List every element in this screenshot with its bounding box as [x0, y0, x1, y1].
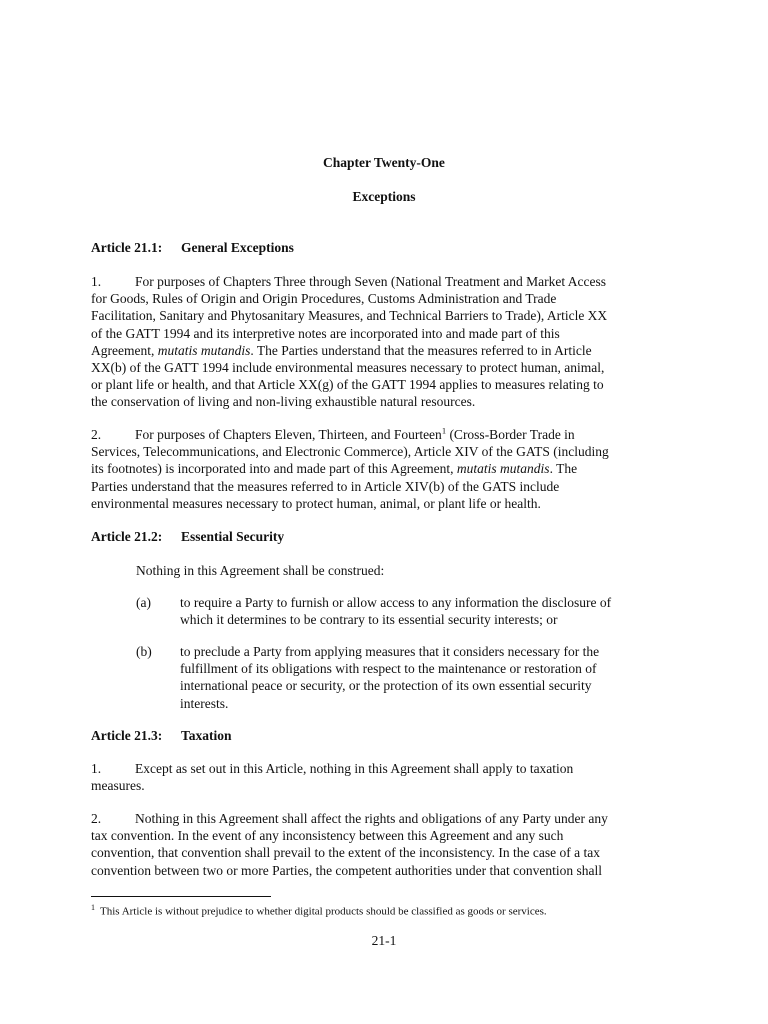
text-line: of the GATT 1994 and its interpretive notes are incorporated into and made part of this	[91, 325, 560, 341]
text-segment: its footnotes) is incorporated into and made part of this Agreement,	[91, 461, 457, 477]
text-line: Except as set out in this Article, nothing in this Agreement shall apply to taxation	[135, 761, 574, 776]
text-line: Parties understand that the measures referred to in Article XIV(b) of the GATS include	[91, 478, 560, 494]
paragraph-number: 1.	[91, 274, 102, 289]
text-segment: (Cross-Border Trade in	[446, 427, 575, 442]
item-label: (a)	[136, 595, 151, 610]
text-line: measures.	[91, 778, 145, 794]
text-line: which it determines to be contrary to its essential security interests; or	[180, 612, 558, 628]
text-line: international peace or security, or the protection of its own essential security	[180, 678, 592, 694]
text-segment: Agreement,	[91, 342, 158, 358]
footnote-mark: 1	[91, 903, 95, 912]
article-title: General Exceptions	[181, 240, 294, 255]
text-segment: . The Parties understand that the measures referred to in Article	[250, 342, 592, 358]
article-21-1-paragraph-2	[91, 426, 681, 512]
text-line: to preclude a Party from applying measures that it considers necessary for the	[180, 644, 600, 659]
article-number: Article 21.1:	[91, 240, 163, 255]
article-title: Essential Security	[181, 529, 285, 544]
text-line: convention between two or more Parties, the competent authorities under that convention shall	[91, 862, 602, 878]
article-number: Article 21.3:	[91, 728, 163, 743]
article-title: Taxation	[181, 728, 232, 743]
italic-phrase: mutatis mutandis	[456, 461, 550, 477]
text-segment: For purposes of Chapters Eleven, Thirteen, and Fourteen	[135, 427, 442, 442]
text-line: fulfillment of its obligations with respect to the maintenance or restoration of	[180, 661, 597, 677]
item-label: (b)	[136, 644, 152, 659]
footnote	[91, 903, 691, 918]
text-line: the conservation of living and non-living exhaustible natural resources.	[91, 394, 476, 410]
footnote-divider	[91, 896, 271, 897]
text-line: or plant life or health, and that Article XX(g) of the GATT 1994 applies to measures relating to	[91, 377, 604, 393]
paragraph-number: 2.	[91, 811, 102, 826]
article-21-1-heading	[91, 240, 294, 256]
text-line: interests.	[180, 695, 229, 711]
text-line: for Goods, Rules of Origin and Origin Procedures, Customs Administration and Trade	[91, 291, 557, 307]
text-line: Nothing in this Agreement shall affect the rights and obligations of any Party under any	[135, 811, 608, 826]
text-line: Services, Telecommunications, and Electronic Commerce), Article XIV of the GATS (including	[91, 444, 609, 460]
text-line: tax convention. In the event of any inconsistency between this Agreement and any such	[91, 828, 564, 844]
article-21-3-paragraph-1	[91, 760, 681, 794]
footnote-reference[interactable]: 1	[441, 425, 447, 436]
chapter-subtitle: Exceptions	[352, 189, 416, 204]
paragraph-number: 1.	[91, 761, 102, 776]
paragraph-number: 2.	[91, 427, 102, 442]
article-21-1-paragraph-1	[91, 273, 681, 411]
footnote-text: This Article is without prejudice to whether digital products should be classified as goods or services.	[100, 905, 547, 918]
page-number: 21-1	[371, 933, 397, 948]
article-21-2-heading	[91, 529, 284, 545]
italic-phrase: mutatis mutandis	[157, 342, 251, 358]
text-line: convention, that convention shall prevail to the extent of the inconsistency. In the case of a tax	[91, 845, 600, 861]
article-21-2-intro: Nothing in this Agreement shall be construed:	[136, 563, 385, 578]
text-line: environmental measures necessary to protect human, animal, or plant life or health.	[91, 495, 541, 511]
text-segment: . The	[549, 461, 578, 477]
article-21-3-heading	[91, 728, 232, 744]
article-21-3-paragraph-2	[91, 810, 681, 879]
text-line: to require a Party to furnish or allow access to any information the disclosure of	[180, 595, 612, 610]
text-line: Facilitation, Sanitary and Phytosanitary Measures, and Technical Barriers to Trade), Article XX	[91, 308, 608, 324]
text-line: For purposes of Chapters Three through Seven (National Treatment and Market Access	[135, 274, 607, 289]
text-line: XX(b) of the GATT 1994 include environmental measures necessary to protect human, animal,	[91, 360, 605, 376]
article-number: Article 21.2:	[91, 529, 163, 544]
chapter-title: Chapter Twenty-One	[323, 155, 445, 170]
